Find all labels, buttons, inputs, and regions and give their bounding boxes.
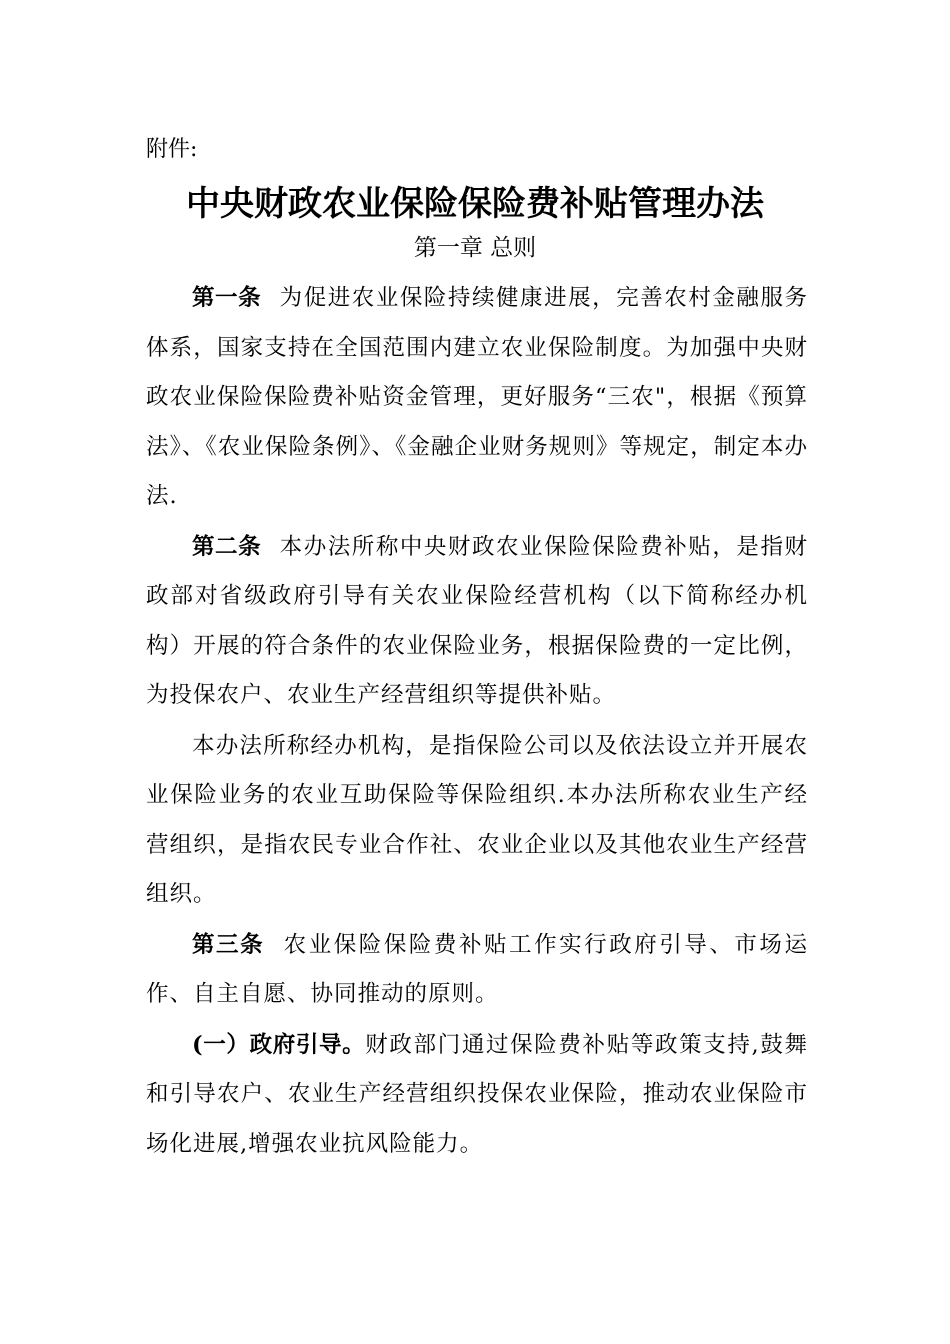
clause-text: 财政部门通过保险费补贴等政策支持,鼓舞和引导农户、农业生产经营组织投保农业保险，推动农业保险市场化进展,增强农业抗风险能力。: [146, 1031, 808, 1157]
article-label: 第一条: [192, 285, 262, 311]
document-body: [146, 274, 808, 1169]
article-text: 农业保险保险费补贴工作实行政府引导、市场运作、自主自愿、协同推动的原则。: [146, 931, 808, 1007]
article-2: [146, 523, 808, 721]
article-text: 本办法所称中央财政农业保险保险费补贴，是指财政部对省级政府引导有关农业保险经营机构（以下简称经办机构）开展的符合条件的农业保险业务，根据保险费的一定比例，为投保农户、农业生产经营组织等提供补贴。: [146, 533, 808, 708]
chapter-heading: 第一章 总则: [413, 235, 537, 261]
article-label: 第三条: [192, 931, 265, 958]
article-text: 为促进农业保险持续健康进展，完善农村金融服务体系，国家支持在全国范围内建立农业保险制度。为加强中央财政农业保险保险费补贴资金管理，更好服务“三农"，根据《预算法》、《农业保险条例》、《金融企业财务规则》等规定，制定本办法.: [146, 285, 808, 509]
attachment-label: 附件:: [146, 137, 198, 162]
article-1: [146, 274, 808, 522]
paragraph-text: 本办法所称经办机构，是指保险公司以及依法设立并开展农业保险业务的农业互助保险等保险组织.本办法所称农业生产经营组织，是指农民专业合作社、农业企业以及其他农业生产经营组织。: [146, 732, 808, 907]
article-label: 第二条: [192, 533, 262, 560]
clause-label: (一）政府引导。: [192, 1031, 366, 1058]
document-title: 中央财政农业保险保险费补贴管理办法: [186, 184, 764, 224]
article-3: [146, 921, 808, 1020]
article-2-continued: [146, 722, 808, 920]
clause-1: [146, 1021, 808, 1170]
